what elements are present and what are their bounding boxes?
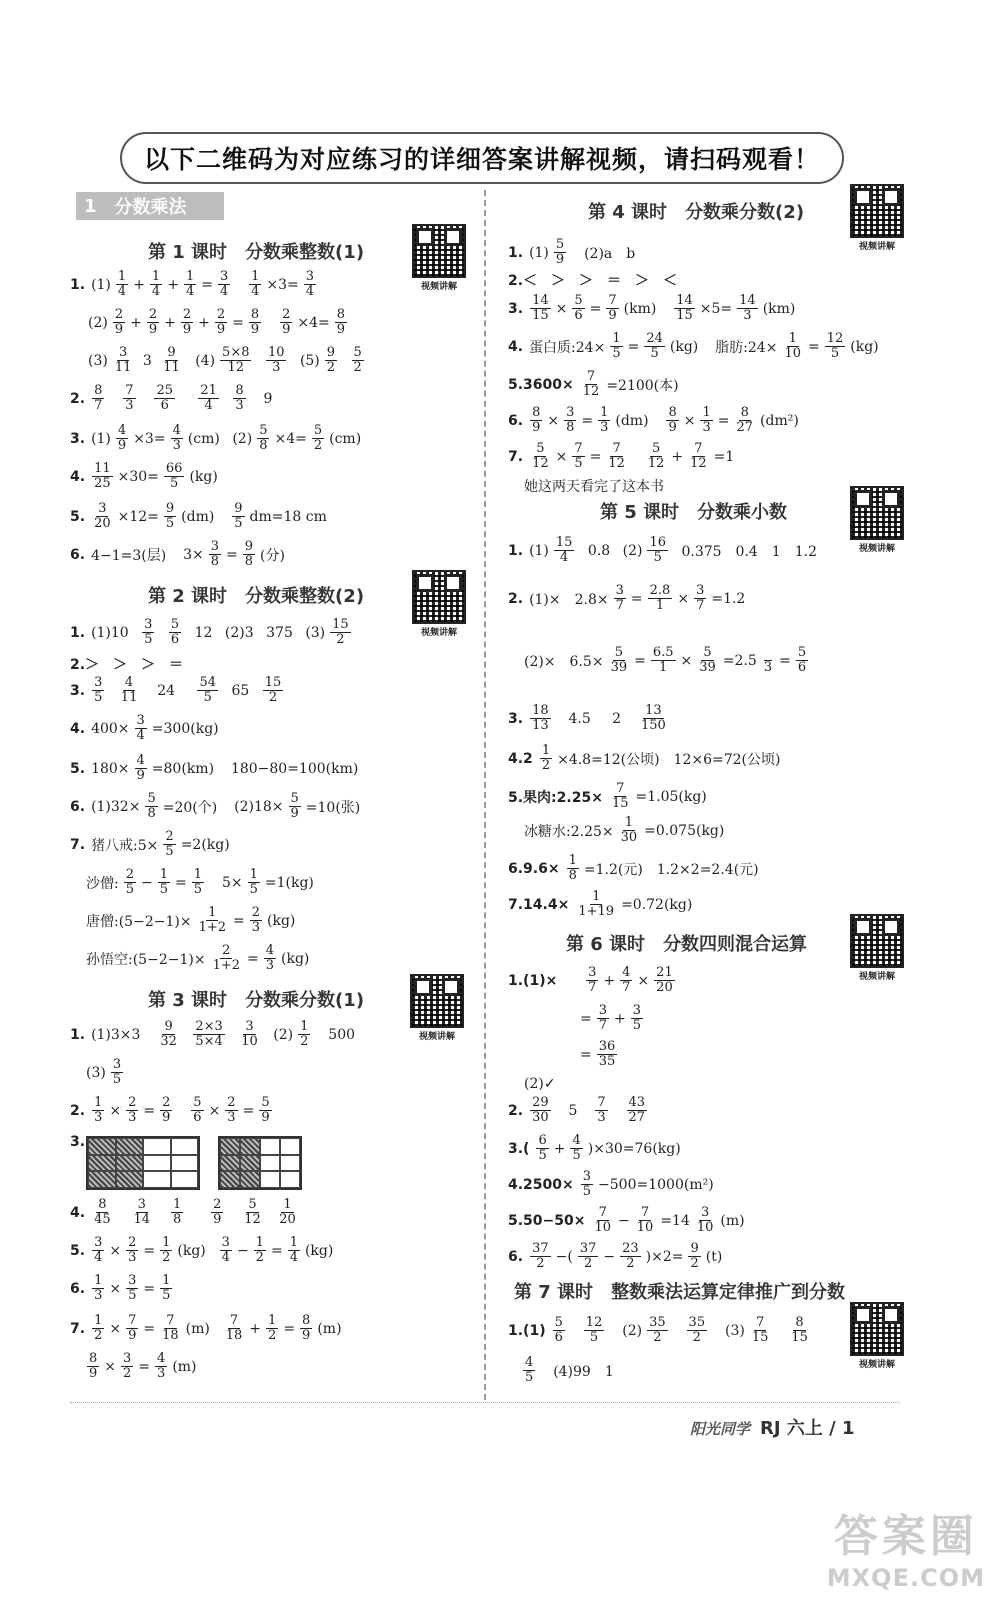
answer-line: 5. $\frac{3}{20}$ ×12= $\frac{9}{5}$ (dm) $\frac{9}{5}$ dm=18 cm: [70, 501, 327, 531]
answer-line: 5.果肉:2.25× $\frac{7}{15}$ =1.05(kg): [508, 781, 707, 811]
answer-line: $\frac{8}{9}$ × $\frac{3}{2}$ = $\frac{4}{3}$ (m): [89, 1351, 197, 1381]
qr-icon: [412, 570, 466, 624]
qr-icon: [412, 224, 466, 278]
answer-line: 1.(1) $\frac{5}{6}$ $\frac{12}{5}$ (2) $\frac{35}{2}$ $\frac{35}{2}$ (3) $\frac{7}{15}$ $\frac{8}{15}$: [508, 1315, 808, 1345]
qr-icon: [850, 1302, 904, 1356]
answer-line: 4. $\frac{11}{25}$ ×30= $\frac{66}{5}$ (kg): [70, 461, 218, 491]
answer-line: 她这两天看完了这本书: [524, 479, 664, 495]
answer-line: (3) $\frac{3}{5}$: [86, 1057, 122, 1087]
answer-line: 6. (1)32× $\frac{5}{8}$ =20(个) (2)18× $\frac{5}{9}$ =10(张): [70, 791, 361, 821]
qr-code-lesson-6[interactable]: 视频讲解: [850, 914, 908, 982]
answer-line: 4. $\frac{8}{45}$ $\frac{3}{14}$ $\frac{1}{8}$ $\frac{2}{9}$ $\frac{5}{12}$ $\frac{1}{20}$: [70, 1197, 296, 1227]
qr-code-lesson-7[interactable]: 视频讲解: [850, 1302, 908, 1370]
answer-line: 5. 180× $\frac{4}{9}$ =80(km) 180−80=100(km): [70, 753, 359, 783]
answer-line: 1. (1) $\frac{15}{4}$ 0.8 (2) $\frac{16}{5}$ 0.375 0.4 1 1.2: [508, 535, 817, 565]
brand-logo: 阳光同学: [690, 1420, 751, 1438]
lesson-1-title: 第 1 课时 分数乘整数(1): [148, 242, 365, 263]
qr-icon: [850, 184, 904, 238]
lesson-2-title: 第 2 课时 分数乘整数(2): [148, 586, 365, 607]
answer-line: 1.(1)× $\frac{3}{7}$ + $\frac{4}{7}$ × $\frac{21}{20}$: [508, 965, 673, 995]
answer-line: 5. $\frac{3}{4}$ × $\frac{2}{3}$ = $\frac{1}{2}$ (kg) $\frac{3}{4}$ − $\frac{1}{2}$ = $\frac{1}{4}$ (kg): [70, 1235, 334, 1265]
answer-line: 2. $\frac{29}{30}$ 5 $\frac{7}{3}$ $\frac{43}{27}$: [508, 1095, 646, 1125]
lesson-5-title: 第 5 课时 分数乘小数: [600, 502, 788, 523]
answer-line: 3. $\frac{3}{5}$ $\frac{4}{11}$ 24 $\frac{54}{5}$ 65 $\frac{15}{2}$: [70, 675, 282, 705]
shaded-grid-diagram: [218, 1136, 302, 1190]
answer-line: 3.: [70, 1134, 86, 1150]
answer-line: 7. 猪八戒:5× $\frac{2}{5}$ =2(kg): [70, 829, 230, 859]
answer-line: $\frac{4}{5}$ (4)99 1: [525, 1355, 614, 1385]
answer-line: 4.2 $\frac{1}{2}$ ×4.8=12(公顷) 12×6=72(公顷): [508, 743, 781, 773]
lesson-7-title: 第 7 课时 整数乘法运算定律推广到分数: [514, 1282, 846, 1303]
header-banner: 以下二维码为对应练习的详细答案讲解视频，请扫码观看！: [120, 132, 844, 184]
lesson-4-title: 第 4 课时 分数乘分数(2): [588, 202, 805, 223]
answer-line: 1. (1)3×3 $\frac{9}{32}$ $\frac{2\times 3}{5\times 4}$ $\frac{3}{10}$ (2) $\frac{1}{2}$ 500: [70, 1019, 356, 1049]
qr-code-lesson-4[interactable]: 视频讲解: [850, 184, 908, 252]
answer-line: 3. $\frac{14}{15}$ × $\frac{5}{6}$ = $\frac{7}{9}$ (km) $\frac{14}{15}$ ×5= $\frac{14}{3}$ (km): [508, 293, 796, 323]
answer-line: 3. (1) $\frac{4}{9}$ ×3= $\frac{4}{3}$ (cm) (2) $\frac{5}{8}$ ×4= $\frac{5}{2}$ (cm): [70, 423, 362, 453]
answer-line: 7.14.4× $\frac{1}{1+19}$ =0.72(kg): [508, 889, 693, 919]
answer-line: (3) $\frac{3}{11}$ 3 $\frac{9}{11}$ (4) $\frac{5\times 8}{12}$ $\frac{10}{3}$ (5) $\frac{9}{2}$ $\frac{5}{2}$: [88, 345, 362, 375]
answer-line: (2)× 6.5× $\frac{5}{39}$ = $\frac{6.5}{1}$ × $\frac{5}{39}$ =2.5 3 = $\frac{5}{6}$: [524, 645, 807, 675]
answer-line: 2. $\frac{8}{7}$ $\frac{7}{3}$ $\frac{25}{6}$ $\frac{21}{4}$ $\frac{8}{3}$ 9: [70, 383, 273, 413]
bottom-rule: [70, 1402, 900, 1403]
answer-line: 6. 4−1=3(层) 3× $\frac{3}{8}$ = $\frac{9}{8}$ (分): [70, 539, 285, 569]
answer-line: = $\frac{36}{35}$: [580, 1039, 616, 1069]
answer-line: (2)✓: [524, 1076, 556, 1092]
answer-line: 2.＜ ＞ ＞ ＝ ＞ ＜: [508, 273, 678, 289]
answer-line: 4.2500× $\frac{3}{5}$ −500=1000(m²): [508, 1169, 714, 1199]
lesson-6-title: 第 6 课时 分数四则混合运算: [566, 934, 808, 955]
qr-icon: [850, 914, 904, 968]
answer-line: 孙悟空:(5−2−1)× $\frac{2}{1+2}$ = $\frac{4}{3}$ (kg): [86, 943, 310, 973]
qr-code-lesson-3[interactable]: 视频讲解: [410, 974, 468, 1042]
answer-line: 6. $\frac{8}{9}$ × $\frac{3}{8}$ = $\frac{1}{3}$ (dm) $\frac{8}{9}$ × $\frac{1}{3}$ = $\frac{8}{27}$ (dm²): [508, 405, 799, 435]
answer-line: 冰糖水:2.25× $\frac{1}{30}$ =0.075(kg): [524, 815, 725, 845]
shaded-grid-diagram: [86, 1136, 200, 1190]
answer-line: 4. 蛋白质:24× $\frac{1}{5}$ = $\frac{24}{5}$ (kg) 脂肪:24× $\frac{1}{10}$ = $\frac{12}{5}$ (kg): [508, 331, 879, 361]
column-divider: [484, 190, 486, 1400]
qr-icon: [850, 486, 904, 540]
answer-line: 3. $\frac{18}{13}$ 4.5 2 $\frac{13}{150}$: [508, 703, 666, 733]
qr-code-lesson-2[interactable]: 视频讲解: [412, 570, 470, 638]
answer-line: 4. 400× $\frac{3}{4}$ =300(kg): [70, 713, 219, 743]
answer-line: 唐僧:(5−2−1)× $\frac{1}{1+2}$ = $\frac{2}{3}$ (kg): [86, 905, 296, 935]
answer-line: 1. (1) $\frac{5}{9}$ (2)a b: [508, 237, 636, 267]
answer-line: 6.9.6× $\frac{1}{8}$ =1.2(元) 1.2×2=2.4(元): [508, 853, 759, 883]
watermark: 答案圈 MXQE.COM: [826, 1511, 985, 1592]
answer-line: (2) $\frac{2}{9}$ + $\frac{2}{9}$ + $\frac{2}{9}$ + $\frac{2}{9}$ = $\frac{8}{9}$ $\frac{2}{9}$ ×4= $\frac{8}{9}$: [88, 307, 346, 337]
answer-line: 6. $\frac{1}{3}$ × $\frac{3}{5}$ = $\frac{1}{5}$: [70, 1273, 171, 1303]
answer-line: 7. $\frac{5}{12}$ × $\frac{7}{5}$ = $\frac{7}{12}$ $\frac{5}{12}$ + $\frac{7}{12}$ =1: [508, 441, 735, 471]
answer-line: 5.3600× $\frac{7}{12}$ =2100(本): [508, 369, 679, 399]
answer-line: 2. $\frac{1}{3}$ × $\frac{2}{3}$ = $\frac{2}{9}$ $\frac{5}{6}$ × $\frac{2}{3}$ = $\frac{5}{9}$: [70, 1095, 270, 1125]
answer-line: 沙僧: $\frac{2}{5}$ − $\frac{1}{5}$ = $\frac{1}{5}$ 5× $\frac{1}{5}$ =1(kg): [86, 867, 314, 897]
answer-line: 2.＞ ＞ ＞ ＝: [70, 657, 184, 673]
answer-line: 6. $\frac{37}{2}$ −( $\frac{37}{2}$ − $\frac{23}{2}$ )×2= $\frac{9}{2}$ (t): [508, 1241, 723, 1271]
answer-line: 3.( $\frac{6}{5}$ + $\frac{4}{5}$ )×30=76(kg): [508, 1133, 681, 1163]
lesson-3-title: 第 3 课时 分数乘分数(1): [148, 990, 365, 1011]
page-footer: 阳光同学 RJ 六上 / 1: [690, 1418, 855, 1439]
answer-line: 5.50−50× $\frac{7}{10}$ − $\frac{7}{10}$ =14 $\frac{3}{10}$ (m): [508, 1205, 745, 1235]
answer-line: 7. $\frac{1}{2}$ × $\frac{7}{9}$ = $\frac{7}{18}$ (m) $\frac{7}{18}$ + $\frac{1}{2}$ = $\frac{8}{9}$ (m): [70, 1313, 342, 1343]
answer-line: 2. (1)× 2.8× $\frac{3}{7}$ = $\frac{2.8}{1}$ × $\frac{3}{7}$ =1.2: [508, 583, 746, 613]
qr-code-lesson-5[interactable]: 视频讲解: [850, 486, 908, 554]
unit-title: 1 分数乘法: [76, 192, 224, 220]
answer-line: = $\frac{3}{7}$ + $\frac{3}{5}$: [580, 1003, 642, 1033]
qr-icon: [410, 974, 464, 1028]
qr-code-lesson-1[interactable]: 视频讲解: [412, 224, 470, 292]
answer-line: 1. (1)10 $\frac{3}{5}$ $\frac{5}{6}$ 12 (2)3 375 (3) $\frac{15}{2}$: [70, 617, 349, 647]
answer-line: 1. (1) $\frac{1}{4}$ + $\frac{1}{4}$ + $\frac{1}{4}$ = $\frac{3}{4}$ $\frac{1}{4}$ ×3= $\frac{3}{4}$: [70, 269, 315, 299]
